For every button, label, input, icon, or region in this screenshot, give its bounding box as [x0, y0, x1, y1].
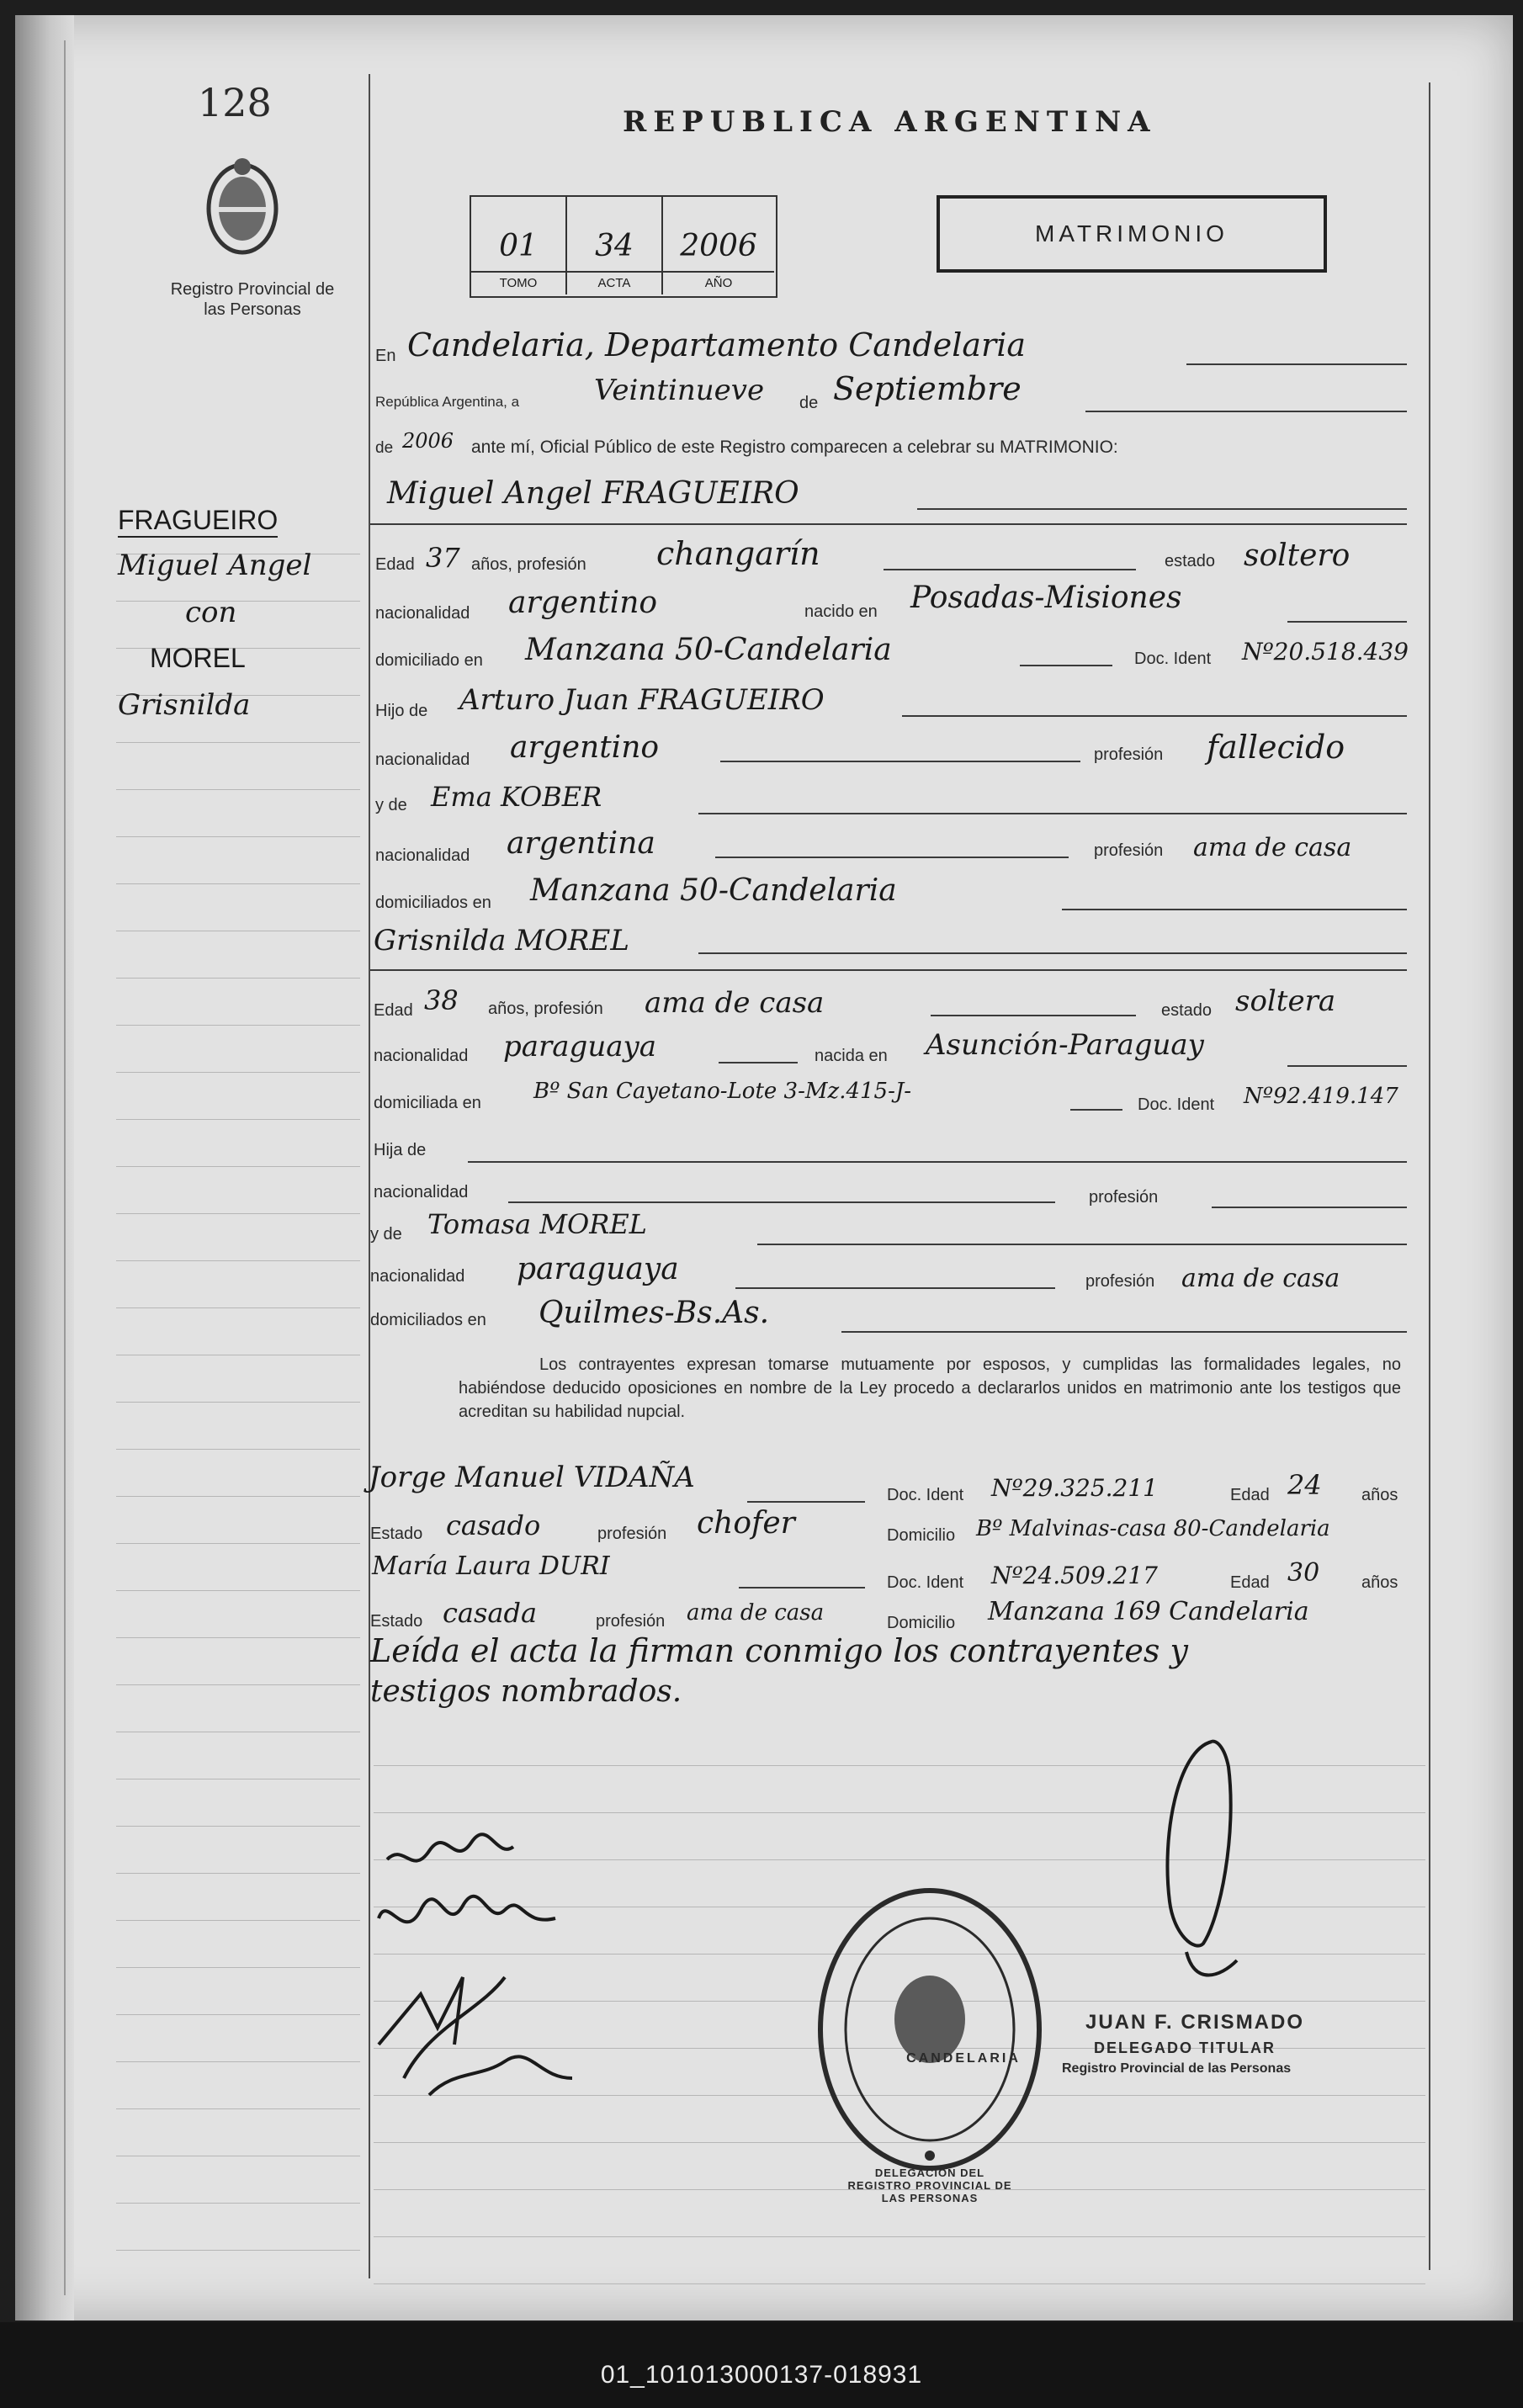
- fill-line: [698, 813, 1407, 814]
- bride-mother-label: y de: [370, 1225, 402, 1244]
- republica-label: República Argentina, a: [375, 394, 520, 410]
- groom-nationality: argentino: [508, 586, 658, 620]
- groom-father-nat: argentino: [510, 730, 660, 765]
- official-name: JUAN F. CRISMADO: [1085, 2011, 1305, 2034]
- witness1-estado-label: Estado: [370, 1525, 423, 1543]
- fill-line: [1212, 1207, 1407, 1208]
- groom-estado-label: estado: [1165, 552, 1216, 570]
- bride-age: 38: [424, 984, 459, 1016]
- seal-text: DELEGACION DEL REGISTRO PROVINCIAL DE LAS PERSONAS: [847, 2167, 1012, 2204]
- bride-doc-label: Doc. Ident: [1138, 1095, 1215, 1114]
- bride-nac-label: nacionalidad: [374, 1047, 469, 1065]
- ano-cell: [663, 197, 774, 294]
- witness1-anos-label: años: [1361, 1486, 1398, 1504]
- groom-mother: Ema KOBER: [431, 781, 602, 813]
- ruled-line: [116, 2014, 360, 2015]
- official-title: DELEGADO TITULAR: [1094, 2039, 1276, 2056]
- ruled-line: [116, 1025, 360, 1026]
- bride-address: Bº San Cayetano-Lote 3-Mz.415-J-: [533, 1079, 912, 1104]
- declaration-text: Los contrayentes expresan tomarse mutuamente por esposos, y cumplidas las formalidades legales, no habiéndose deducido oposiciones en nombre de la Ley procedo a declararlos unidos en matrimonio ante los testigos que acreditan su habilidad nupcial.: [459, 1355, 1401, 1421]
- groom-father: Arturo Juan FRAGUEIRO: [459, 683, 825, 717]
- bride-estado: soltera: [1235, 984, 1336, 1018]
- fill-line: [1186, 363, 1407, 365]
- fill-line: [720, 761, 1080, 762]
- groom-birthplace: Posadas-Misiones: [910, 581, 1182, 615]
- record-type-box: MATRIMONIO: [937, 195, 1327, 273]
- witness2-address: Manzana 169 Candelaria: [988, 1597, 1309, 1626]
- fill-line: [747, 1501, 865, 1503]
- ano-value: 2006: [680, 229, 757, 263]
- witness1-doc-label: Doc. Ident: [887, 1486, 964, 1504]
- groom-father-nat-label: nacionalidad: [375, 751, 470, 769]
- de2-label: de: [375, 439, 394, 457]
- bride-mother-prof: ama de casa: [1181, 1264, 1340, 1293]
- witness2-dom-label: Domicilio: [887, 1614, 956, 1632]
- witness1-address: Bº Malvinas-casa 80-Candelaria: [976, 1516, 1330, 1541]
- bride-name: Grisnilda MOREL: [374, 924, 629, 957]
- ruled-line: [116, 742, 360, 743]
- de-label: de: [799, 394, 819, 412]
- official-seal-icon: [808, 1878, 1052, 2181]
- official-signature: [1128, 1733, 1296, 2019]
- seal-city: CANDELARIA: [906, 2051, 1021, 2066]
- ruled-line: [116, 978, 360, 979]
- fill-line: [739, 1587, 865, 1589]
- witness1-profession: chofer: [697, 1506, 795, 1541]
- fill-line: [719, 1062, 798, 1063]
- fill-line: [841, 1331, 1407, 1333]
- bride-father-label: Hija de: [374, 1141, 427, 1159]
- groom-doc-label: Doc. Ident: [1134, 650, 1212, 668]
- witness1-estado: casado: [446, 1509, 541, 1541]
- ruled-line: [116, 1637, 360, 1638]
- witness2-prof-label: profesión: [596, 1612, 666, 1631]
- bride-mother-nat: paraguaya: [517, 1252, 679, 1286]
- bride-nacida-label: nacida en: [815, 1047, 888, 1065]
- ruled-line: [116, 1590, 360, 1591]
- witness2-doc: Nº24.509.217: [991, 1562, 1158, 1589]
- ruled-line: [116, 1826, 360, 1827]
- fill-line: [1062, 909, 1407, 910]
- closing-line-2: testigos nombrados.: [370, 1674, 682, 1709]
- official-registry: Registro Provincial de las Personas: [1062, 2061, 1292, 2076]
- groom-mother-nat: argentina: [507, 826, 655, 861]
- acta-label: ACTA: [567, 271, 661, 290]
- witness1-name: Jorge Manuel VIDAÑA: [369, 1461, 695, 1494]
- witness2-anos-label: años: [1361, 1573, 1398, 1592]
- groom-parents-dom-label: domiciliados en: [375, 894, 491, 912]
- coat-of-arms-icon: [200, 150, 284, 264]
- groom-father-prof: fallecido: [1207, 729, 1345, 766]
- fill-line: [902, 715, 1407, 717]
- ruled-line: [116, 1166, 360, 1167]
- signatures-group: [353, 1826, 606, 2145]
- ruled-line: [116, 1307, 360, 1308]
- groom-dom-label: domiciliado en: [375, 651, 483, 670]
- tomo-value: 01: [499, 229, 538, 263]
- groom-father-label: Hijo de: [375, 702, 428, 720]
- record-number-box: [470, 195, 777, 298]
- page-title: REPUBLICA ARGENTINA: [623, 105, 1157, 139]
- section-line: [370, 523, 1407, 525]
- fill-line: [735, 1287, 1055, 1289]
- fill-line: [698, 952, 1407, 954]
- fill-line: [1070, 1109, 1122, 1111]
- groom-name: Miguel Angel FRAGUEIRO: [387, 476, 799, 511]
- bride-anos-label: años, profesión: [488, 1000, 603, 1018]
- en-label: En: [375, 347, 396, 365]
- witness2-age: 30: [1287, 1558, 1320, 1588]
- bride-birthplace: Asunción-Paraguay: [926, 1028, 1204, 1062]
- signature-1: [387, 1834, 513, 1860]
- groom-estado: soltero: [1244, 538, 1351, 573]
- witness2-name: María Laura DURI: [372, 1551, 610, 1581]
- ruled-line: [116, 2061, 360, 2062]
- witness1-prof-label: profesión: [597, 1525, 667, 1543]
- bride-mother: Tomasa MOREL: [427, 1208, 647, 1240]
- witness2-edad-label: Edad: [1230, 1573, 1270, 1592]
- fill-line: [1085, 411, 1407, 412]
- closing-line-1: Leída el acta la firman conmigo los contrayentes y: [370, 1632, 1188, 1669]
- place-value: Candelaria, Departamento Candelaria: [407, 326, 1027, 363]
- ruled-line: [116, 1543, 360, 1544]
- year-value: 2006: [402, 429, 454, 453]
- registry-label: Registro Provincial de las Personas: [170, 280, 335, 319]
- ruled-line: [116, 883, 360, 884]
- ruled-line: [116, 1684, 360, 1685]
- signature-2: [379, 1896, 555, 1922]
- ruled-line: [116, 1260, 360, 1261]
- intro-text: ante mí, Oficial Público de este Registro comparecen a celebrar su MATRIMONIO:: [471, 438, 1118, 457]
- groom-doc: Nº20.518.439: [1242, 638, 1409, 666]
- ruled-line: [116, 1402, 360, 1403]
- bride-mother-nat-label: nacionalidad: [370, 1267, 465, 1286]
- bride-edad-label: Edad: [374, 1001, 413, 1020]
- groom-profession: changarín: [656, 535, 820, 572]
- fill-line: [1287, 621, 1407, 623]
- margin-name-bride: Grisnilda: [118, 688, 251, 722]
- ruled-line: [116, 1873, 360, 1874]
- fill-line: [884, 569, 1136, 570]
- bride-mother-address: Quilmes-Bs.As.: [539, 1296, 770, 1330]
- witness1-edad-label: Edad: [1230, 1486, 1270, 1504]
- ruled-line: [116, 2203, 360, 2204]
- fill-line: [1020, 665, 1112, 666]
- day-value: Veintinueve: [594, 374, 765, 407]
- acta-value: 34: [595, 229, 634, 263]
- witness2-doc-label: Doc. Ident: [887, 1573, 964, 1592]
- ruled-line: [116, 836, 360, 837]
- groom-mother-label: y de: [375, 796, 407, 814]
- bride-dom-label: domiciliada en: [374, 1094, 481, 1112]
- fill-line: [468, 1161, 1407, 1163]
- fill-line: [917, 508, 1407, 510]
- page-number: 128: [198, 80, 272, 125]
- bride-profession: ama de casa: [645, 986, 825, 1020]
- groom-address: Manzana 50-Candelaria: [525, 633, 892, 667]
- margin-con: con: [185, 596, 237, 629]
- groom-parents-address: Manzana 50-Candelaria: [530, 873, 897, 908]
- witness2-estado-label: Estado: [370, 1612, 423, 1631]
- witness2-estado: casada: [443, 1597, 538, 1629]
- margin-surname-groom: FRAGUEIRO: [118, 505, 278, 538]
- signature-3: [379, 1977, 572, 2095]
- bride-mother-dom-label: domiciliados en: [370, 1311, 486, 1329]
- bride-nationality: paraguaya: [503, 1030, 656, 1063]
- ruled-line: [116, 1119, 360, 1120]
- margin-surname-bride: MOREL: [150, 643, 246, 673]
- bride-father-prof-label: profesión: [1089, 1188, 1159, 1207]
- ruled-line: [116, 2108, 360, 2109]
- ruled-line: [116, 1213, 360, 1214]
- margin-name-groom: Miguel Angel: [118, 549, 312, 582]
- fill-line: [757, 1244, 1407, 1245]
- acta-cell: [567, 197, 663, 294]
- ruled-line: [116, 1496, 360, 1497]
- ruled-line: [116, 1449, 360, 1450]
- ruled-line: [116, 1967, 360, 1968]
- ano-label: AÑO: [663, 271, 774, 290]
- bride-estado-label: estado: [1161, 1001, 1213, 1020]
- groom-nacido-label: nacido en: [804, 602, 878, 621]
- groom-father-prof-label: profesión: [1094, 745, 1164, 764]
- right-border: [1429, 82, 1430, 2270]
- groom-mother-nat-label: nacionalidad: [375, 846, 470, 865]
- groom-anos-label: años, profesión: [471, 555, 586, 574]
- fill-line: [1287, 1065, 1407, 1067]
- witness1-dom-label: Domicilio: [887, 1526, 956, 1545]
- ruled-line: [116, 2250, 360, 2251]
- ruled-line: [116, 1072, 360, 1073]
- ruled-line: [116, 1920, 360, 1921]
- tomo-cell: [471, 197, 567, 294]
- section-line: [370, 969, 1407, 971]
- bride-doc: Nº92.419.147: [1244, 1084, 1398, 1109]
- groom-mother-prof-label: profesión: [1094, 841, 1164, 860]
- tomo-label: TOMO: [471, 271, 565, 290]
- ruled-line: [374, 2236, 1425, 2237]
- groom-age: 37: [426, 542, 460, 574]
- witness2-profession: ama de casa: [687, 1600, 825, 1626]
- ruled-line: [374, 2283, 1425, 2284]
- fill-line: [715, 857, 1069, 858]
- groom-nac-label: nacionalidad: [375, 604, 470, 623]
- scan-id: 01_101013000137-018931: [600, 2361, 923, 2389]
- ruled-line: [116, 601, 360, 602]
- witness1-age: 24: [1287, 1469, 1322, 1501]
- groom-edad-label: Edad: [375, 555, 415, 574]
- fill-line: [931, 1015, 1136, 1016]
- fill-line: [508, 1201, 1055, 1203]
- bride-father-nat-label: nacionalidad: [374, 1183, 469, 1201]
- witness1-doc: Nº29.325.211: [991, 1474, 1158, 1502]
- groom-mother-prof: ama de casa: [1193, 833, 1352, 862]
- ruled-line: [116, 789, 360, 790]
- bride-mother-prof-label: profesión: [1085, 1272, 1155, 1291]
- month-value: Septiembre: [833, 370, 1022, 407]
- left-border: [64, 40, 66, 2295]
